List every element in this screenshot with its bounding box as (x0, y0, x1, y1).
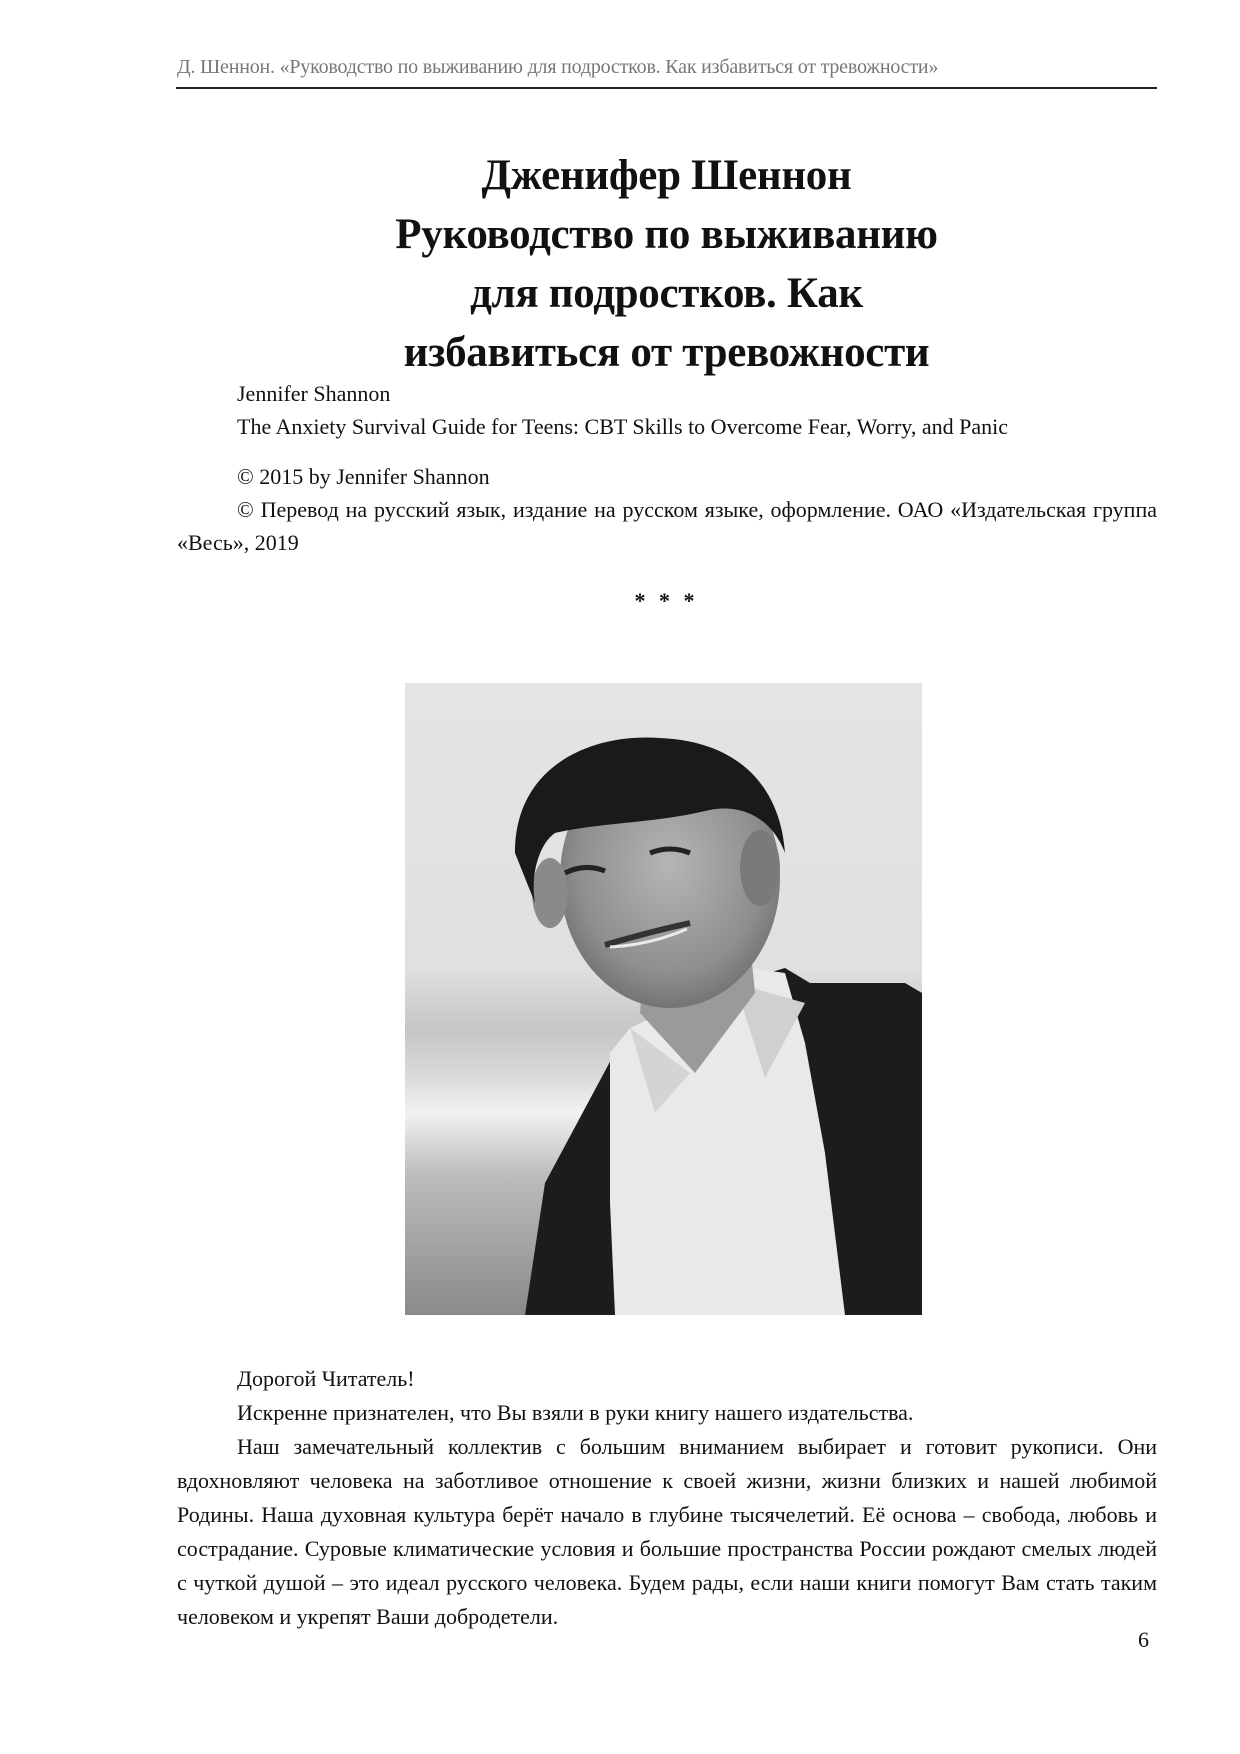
copyright-translation: © Перевод на русский язык, издание на русском языке, оформление. ОАО «Издательская группа «Весь», 2019 (177, 497, 1157, 555)
portrait-image (405, 683, 922, 1315)
author-photo (405, 683, 922, 1315)
letter-paragraph: Искренне признателен, что Вы взяли в руки книгу нашего издательства. (237, 1400, 914, 1425)
book-title (176, 146, 1157, 382)
copyright-original: © 2015 by Jennifer Shannon (237, 464, 490, 489)
header-rule (176, 87, 1157, 89)
publisher-letter (177, 1362, 1157, 1634)
letter-paragraph: Наш замечательный коллектив с большим вниманием выбирает и готовит рукописи. Они вдохновляют человека на заботливое отношение к своей жизни, жизни близких и нашей любимой Родины. Наша духовная культура берёт начало в глубине тысячелетий. Её основа – свобода, любовь и сострадание. Суровые климатические условия и большие пространства России рождают смелых людей с чуткой душой – это идеал русского человека. Будем рады, если наши книги помогут Вам стать таким человеком и укрепят Ваши добродетели. (177, 1434, 1157, 1629)
running-header: Д. Шеннон. «Руководство по выживанию для подростков. Как избавиться от тревожности» (177, 56, 939, 78)
title-line: для подростков. Как (470, 270, 863, 317)
section-separator: * * * (634, 588, 699, 613)
page-number: 6 (1138, 1627, 1149, 1652)
title-line: Руководство по выживанию (395, 211, 938, 258)
original-author: Jennifer Shannon (237, 381, 391, 406)
title-line: Дженифер Шеннон (481, 152, 852, 199)
letter-greeting: Дорогой Читатель! (237, 1366, 415, 1391)
title-line: избавиться от тревожности (403, 329, 930, 376)
original-title: The Anxiety Survival Guide for Teens: CBT Skills to Overcome Fear, Worry, and Panic (237, 414, 1008, 439)
